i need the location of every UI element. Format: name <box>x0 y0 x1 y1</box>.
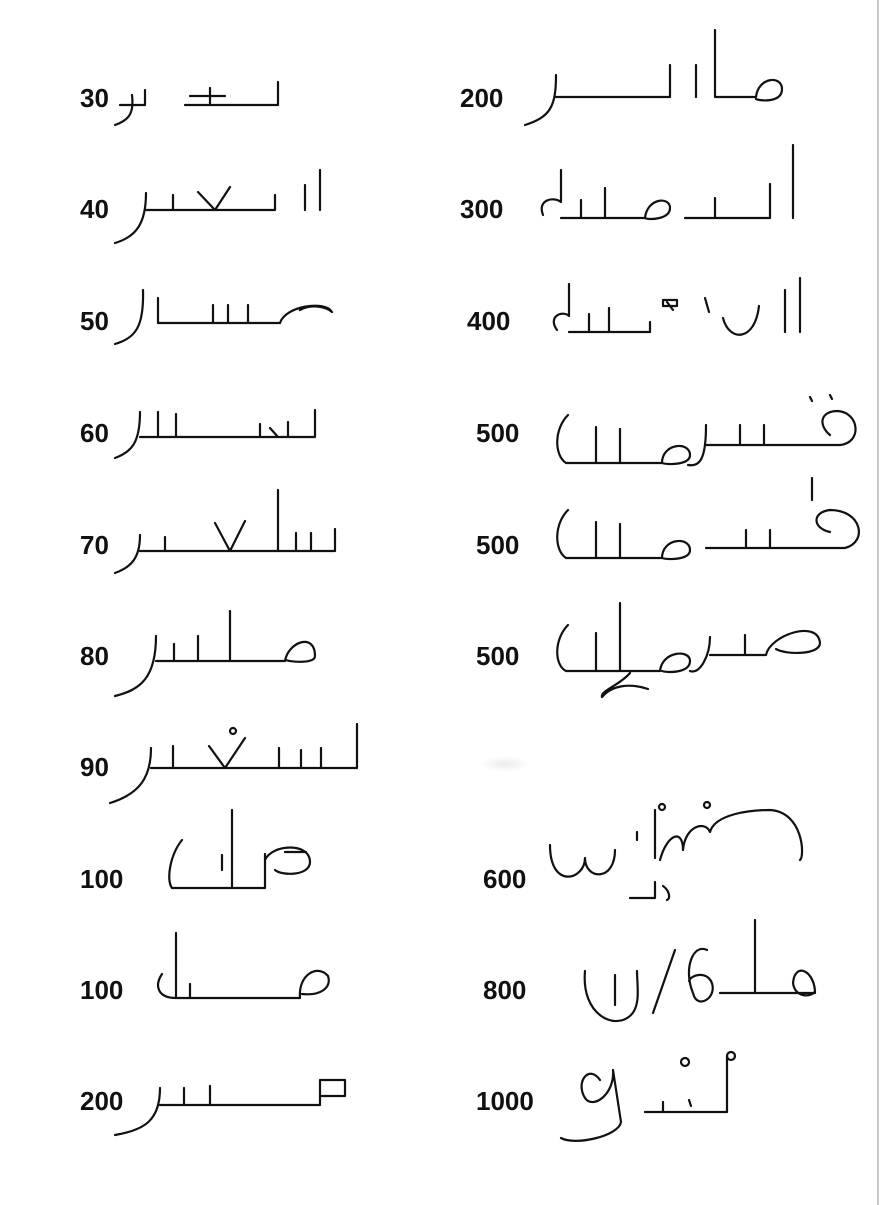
right-number-7: 600 <box>483 864 527 894</box>
handwritten-arabic-word-icon <box>110 1060 360 1145</box>
handwritten-arabic-word-icon <box>545 790 815 925</box>
left-number-10: 200 <box>80 1086 124 1116</box>
smudge-mark <box>480 756 530 772</box>
right-number-2: 300 <box>460 194 504 224</box>
handwritten-arabic-word-icon <box>105 718 375 808</box>
page-edge <box>877 0 879 1205</box>
handwritten-arabic-word-icon <box>520 25 790 135</box>
handwritten-arabic-word-icon <box>535 140 805 235</box>
left-number-5: 70 <box>80 530 109 560</box>
handwritten-arabic-word-icon <box>160 800 330 895</box>
handwritten-arabic-word-icon <box>110 278 350 358</box>
handwritten-arabic-word-icon <box>550 595 840 705</box>
left-number-6: 80 <box>80 641 109 671</box>
left-number-2: 40 <box>80 194 109 224</box>
handwritten-arabic-word-icon <box>550 385 870 480</box>
right-number-5: 500 <box>476 530 520 560</box>
handwritten-arabic-word-icon <box>545 270 815 360</box>
left-number-4: 60 <box>80 418 109 448</box>
handwritten-arabic-word-icon <box>555 1040 755 1150</box>
handwritten-arabic-word-icon <box>150 918 340 1008</box>
right-number-3: 400 <box>467 306 511 336</box>
handwritten-arabic-word-icon <box>550 470 870 575</box>
handwritten-arabic-word-icon <box>110 392 340 472</box>
left-number-1: 30 <box>80 83 109 113</box>
handwritten-arabic-word-icon <box>575 915 835 1030</box>
handwritten-arabic-word-icon <box>110 485 350 580</box>
handwritten-arabic-word-icon <box>110 606 340 701</box>
right-number-6: 500 <box>476 641 520 671</box>
right-number-1: 200 <box>460 83 504 113</box>
left-number-7: 90 <box>80 752 109 782</box>
right-number-4: 500 <box>476 418 520 448</box>
right-number-8: 800 <box>483 975 527 1005</box>
right-number-9: 1000 <box>476 1086 534 1116</box>
left-number-9: 100 <box>80 975 124 1005</box>
left-number-3: 50 <box>80 306 109 336</box>
handwritten-arabic-word-icon <box>110 60 310 140</box>
left-number-8: 100 <box>80 864 124 894</box>
handwritten-arabic-word-icon <box>110 165 330 250</box>
